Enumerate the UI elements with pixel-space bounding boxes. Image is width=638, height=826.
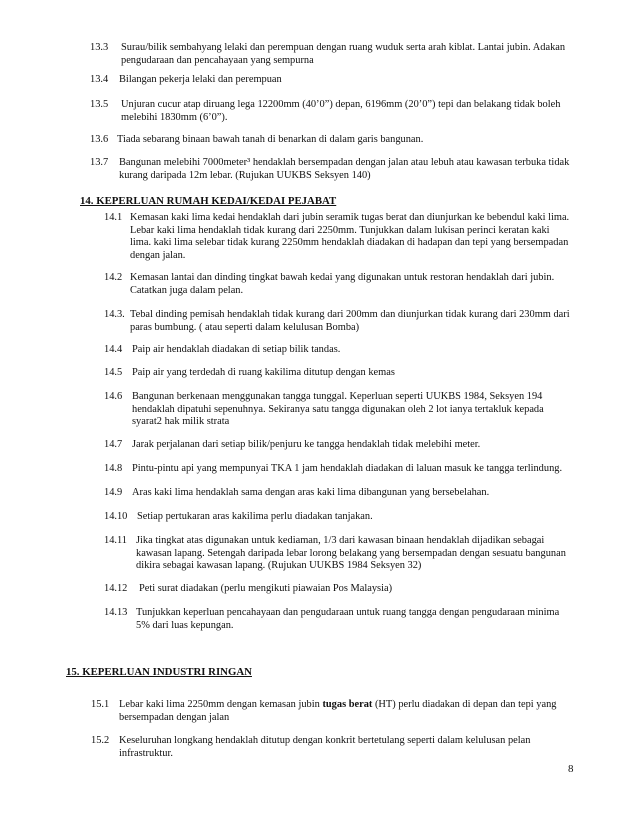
text-pre: Lebar kaki lima 2250mm dengan kemasan jubin (119, 699, 323, 710)
item-text: Kemasan lantai dan dinding tingkat bawah kedai yang digunakan untuk restoran hendaklah dari jubin. Catatkan juga dalam pelan. (130, 272, 555, 296)
item-number: 14.2 (104, 272, 123, 283)
list-item-14-6 (104, 391, 544, 429)
list-item-15-1 (91, 699, 556, 724)
item-number: 14.7 (104, 439, 123, 450)
item-text: Tunjukkan keperluan pencahayaan dan pengudaraan untuk ruang tangga dengan pengudaraan minima 5% dari luas kepungan. (136, 607, 560, 631)
item-number: 14.12 (104, 583, 128, 594)
item-number: 14.3. (104, 309, 125, 320)
list-item-14-9 (104, 487, 489, 500)
list-item-14-2 (104, 272, 554, 297)
item-number: 15.2 (91, 735, 110, 746)
list-item-14-3 (104, 309, 570, 334)
item-number: 14.13 (104, 607, 128, 618)
item-text: Kemasan kaki lima kedai hendaklah dari jubin seramik tugas berat dan diunjurkan ke bebendul kaki lima. Lebar kaki lima hendaklah tidak kurang dari 2250mm. Tunjukkan dalam lukisan perinci keratan kaki lima. kaki lima selebar tidak kurang 2250mm hendaklah diadakan di hadapan dan tepi yang bersempadan dengan jalan. (130, 212, 570, 261)
item-text: Tebal dinding pemisah hendaklah tidak kurang dari 200mm dan diunjurkan tidak kurang dari 230mm dari paras bumbung. ( atau seperti dalam kelulusan Bomba) (130, 309, 570, 333)
item-number: 15.1 (91, 699, 110, 710)
list-item-14-8 (104, 463, 562, 476)
item-text: Bangunan melebihi 7000meter³ hendaklah bersempadan dengan jalan atau lebuh atau kawasan terbuka tidak kurang daripada 12m lebar. (Rujukan UUKBS Seksyen 140) (119, 157, 570, 181)
list-item-13-6 (90, 134, 423, 147)
item-number: 14.11 (104, 535, 127, 546)
item-text: Unjuran cucur atap diruang lega 12200mm (40’0”) depan, 6196mm (20’0”) tepi dan belakang tidak boleh melebihi 1830mm (6’0”). (121, 99, 561, 123)
list-item-13-5 (90, 99, 560, 124)
text-bold: tugas berat (322, 699, 373, 710)
item-number: 14.6 (104, 391, 123, 402)
text-post: (HT) perlu diadakan di depan dan tepi yang bersempadan dengan jalan (119, 699, 557, 723)
item-text: Peti surat diadakan (perlu mengikuti piawaian Pos Malaysia) (139, 583, 393, 594)
item-text: Jika tingkat atas digunakan untuk kediaman, 1/3 dari kawasan binaan hendaklah dijadikan sebagai kawasan lapang. Setengah daripada lebar lorong belakang yang bersempadan dengan sesuatu bangunan dikira sebagai kawasan lapang. (Rujukan UUKBS 1984 Seksyen 32) (136, 535, 566, 572)
item-number: 14.9 (104, 487, 123, 498)
item-number: 13.7 (90, 157, 109, 168)
list-item-13-4 (90, 74, 282, 87)
item-number: 14.10 (104, 511, 128, 522)
item-text (119, 699, 556, 724)
list-item-13-7 (90, 157, 569, 182)
item-text: Pintu-pintu api yang mempunyai TKA 1 jam hendaklah diadakan di laluan masuk ke tangga terlindung. (132, 463, 563, 474)
list-item-15-2 (91, 735, 530, 760)
section-heading-15: 15. KEPERLUAN INDUSTRI RINGAN (66, 666, 252, 678)
item-number: 13.6 (90, 134, 109, 145)
item-number: 14.5 (104, 367, 123, 378)
item-text: Tiada sebarang binaan bawah tanah di benarkan di dalam garis bangunan. (117, 134, 424, 145)
item-text: Setiap pertukaran aras kakilima perlu diadakan tanjakan. (137, 511, 373, 522)
list-item-14-11 (104, 535, 566, 573)
list-item-14-4 (104, 344, 340, 357)
item-number: 14.4 (104, 344, 123, 355)
item-text: Aras kaki lima hendaklah sama dengan aras kaki lima dibangunan yang bersebelahan. (132, 487, 490, 498)
item-number: 13.4 (90, 74, 109, 85)
item-text: Paip air hendaklah diadakan di setiap bilik tandas. (132, 344, 341, 355)
item-text: Bangunan berkenaan menggunakan tangga tunggal. Keperluan seperti UUKBS 1984, Seksyen 194 hendaklah dipatuhi sepenuhnya. Sekiranya satu tangga digunakan oleh 2 lot ianya tertakluk kepada syarat2 hak milik strata (132, 391, 544, 428)
item-number: 14.8 (104, 463, 123, 474)
item-text: Paip air yang terdedah di ruang kakilima ditutup dengan kemas (132, 367, 395, 378)
list-item-14-5 (104, 367, 395, 380)
list-item-14-12 (104, 583, 392, 596)
item-number: 13.3 (90, 42, 109, 53)
section-heading-14: 14. KEPERLUAN RUMAH KEDAI/KEDAI PEJABAT (80, 195, 337, 207)
list-item-14-7 (104, 439, 480, 452)
item-text: Keseluruhan longkang hendaklah ditutup dengan konkrit bertetulang seperti dalam kelulusan pelan infrastruktur. (119, 735, 531, 759)
list-item-14-1 (104, 212, 569, 262)
list-item-13-3 (90, 42, 565, 67)
item-text: Bilangan pekerja lelaki dan perempuan (119, 74, 282, 85)
item-text: Surau/bilik sembahyang lelaki dan perempuan dengan ruang wuduk serta arah kiblat. Lantai jubin. Adakan pengudaraan dan pencahayaan yang sempurna (121, 42, 566, 66)
list-item-14-10 (104, 511, 373, 524)
page-number: 8 (568, 763, 574, 775)
list-item-14-13 (104, 607, 559, 632)
item-number: 14.1 (104, 212, 123, 223)
item-number: 13.5 (90, 99, 109, 110)
item-text: Jarak perjalanan dari setiap bilik/penjuru ke tangga hendaklah tidak melebihi meter. (132, 439, 481, 450)
